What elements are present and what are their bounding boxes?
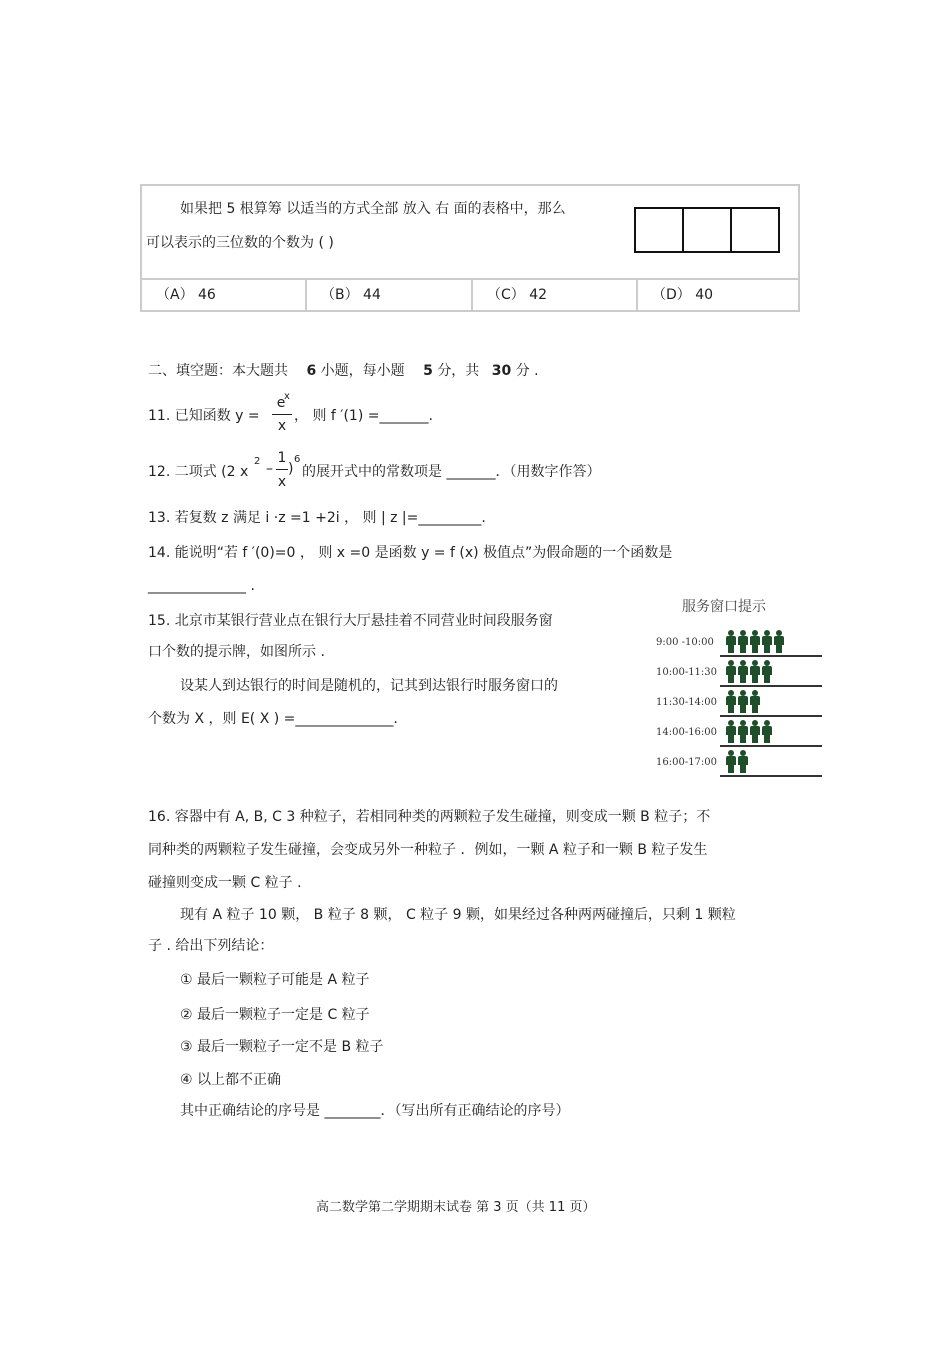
board-row [656,750,816,780]
q11-numerator: e [276,395,286,411]
q12-prefix: 12. 二项式 (2 x [148,464,249,480]
board-row-time: 11:30-14:00 [656,697,718,708]
question-16-line2: 同种类的两颗粒子发生碰撞，会变成另外一种粒子 ．例如，一颗 A 粒子和一颗 B 粒子发生 [148,842,708,858]
q12-exponent-6: 6 [294,454,301,465]
person-icon [738,750,748,772]
board-row-time: 14:00-16:00 [656,727,718,738]
digit-cell-hundreds [636,209,684,251]
person-icon [738,690,748,712]
board-row-divider [720,745,822,747]
conclusion-3: ③ 最后一颗粒子一定不是 B 粒子 [180,1039,384,1055]
service-window-board [650,592,822,782]
board-row-windows [726,750,748,774]
fraction-bar [272,414,292,415]
conclusion-1: ① 最后一颗粒子可能是 A 粒子 [180,972,370,988]
conclusion-4: ④ 以上都不正确 [180,1072,282,1088]
board-row [656,660,816,690]
q10-option-c[interactable]: （C） 42 [487,287,548,303]
question-16-line5: 子 . 给出下列结论： [148,938,274,954]
section-2-mid1: 小题，每小题 [320,363,405,379]
person-icon [738,720,748,742]
q10-option-b[interactable]: （B） 44 [321,287,381,303]
q11-suffix: ， 则 f ′(1) =_______. [294,408,433,424]
section-2-mid2: 分，共 [437,363,480,379]
board-row-windows [726,660,772,684]
question-16-answer: 其中正确结论的序号是 ________．（写出所有正确结论的序号） [180,1103,570,1119]
person-icon [726,630,736,652]
board-row-divider [720,715,822,717]
person-icon [750,630,760,652]
question-16-line3: 碰撞则变成一颗 C 粒子 . [148,875,302,891]
person-icon [726,720,736,742]
person-icon [738,660,748,682]
person-icon [750,690,760,712]
fraction-bar [276,469,288,470]
page-footer: 高二数学第二学期期末试卷 第 3 页（共 11 页） [316,1200,596,1215]
q10-option-d[interactable]: （D） 40 [652,287,714,303]
q12-minus: – [266,461,273,477]
q11-exponent: x [284,391,290,402]
section-2-heading [148,360,539,380]
q12-exponent-2: 2 [254,456,261,467]
board-row [656,720,816,750]
three-digit-grid [634,207,780,253]
question-15-line2: 口个数的提示牌，如图所示 . [148,644,325,660]
board-row-divider [720,775,822,777]
board-row-windows [726,630,784,654]
question-10-box [140,184,800,312]
digit-cell-tens [684,209,732,251]
board-row-windows [726,720,772,744]
section-2-suffix: 分 . [515,363,539,379]
question-13: 13. 若复数 z 满足 i ·z =1 +2i ， 则 | z |=_________. [148,510,486,526]
question-15-line4: 个数为 X ，则 E( X ) =______________. [148,711,398,727]
board-row-time: 16:00-17:00 [656,757,718,768]
section-2-count: 6 [306,363,317,379]
board-row-windows [726,690,760,714]
person-icon [762,660,772,682]
q10-line1: 如果把 5 根算筹 以适当的方式全部 放入 右 面的表格中，那么 [180,201,566,217]
question-14-line2: ______________ . [148,578,255,594]
conclusion-2: ② 最后一颗粒子一定是 C 粒子 [180,1007,370,1023]
person-icon [726,690,736,712]
board-row-time: 9:00 -10:00 [656,637,714,648]
section-2-total: 30 [491,363,512,379]
q10-option-a[interactable]: （A） 46 [156,287,216,303]
question-16-line4: 现有 A 粒子 10 颗， B 粒子 8 颗， C 粒子 9 颗，如果经过各种两两碰撞后，只剩 1 颗粒 [180,907,736,923]
question-15-line3: 设某人到达银行的时间是随机的，记其到达银行时服务窗口的 [180,678,558,694]
person-icon [726,750,736,772]
board-row [656,690,816,720]
person-icon [762,630,772,652]
question-15-line1: 15. 北京市某银行营业点在银行大厅悬挂着不同营业时间段服务窗 [148,613,553,629]
person-icon [726,660,736,682]
board-row-divider [720,685,822,687]
person-icon [738,630,748,652]
person-icon [750,720,760,742]
question-16-line1: 16. 容器中有 A, B, C 3 种粒子，若相同种类的两颗粒子发生碰撞，则变成一颗 B 粒子；不 [148,809,711,825]
question-14-line1: 14. 能说明“若 f ′(0)=0 ， 则 x =0 是函数 y = f (x) 极值点”为假命题的一个函数是 [148,545,673,561]
q11-denominator: x [277,418,287,434]
q12-denominator: x [277,474,287,490]
q12-suffix: 的展开式中的常数项是 _______．（用数字作答） [302,464,601,480]
person-icon [774,630,784,652]
q11-prefix: 11. 已知函数 y = [148,408,260,424]
q10-line2: 可以表示的三位数的个数为 ( ) [146,235,334,251]
section-2-points: 5 [423,363,433,379]
board-row-divider [720,655,822,657]
person-icon [750,660,760,682]
q12-close-paren: ) [288,461,294,477]
board-row-time: 10:00-11:30 [656,667,718,678]
q12-numerator: 1 [277,450,287,466]
digit-cell-ones [732,209,778,251]
board-row [656,630,816,660]
section-2-prefix: 二、填空题：本大题共 [148,363,288,379]
board-title: 服务窗口提示 [682,599,766,615]
person-icon [762,720,772,742]
